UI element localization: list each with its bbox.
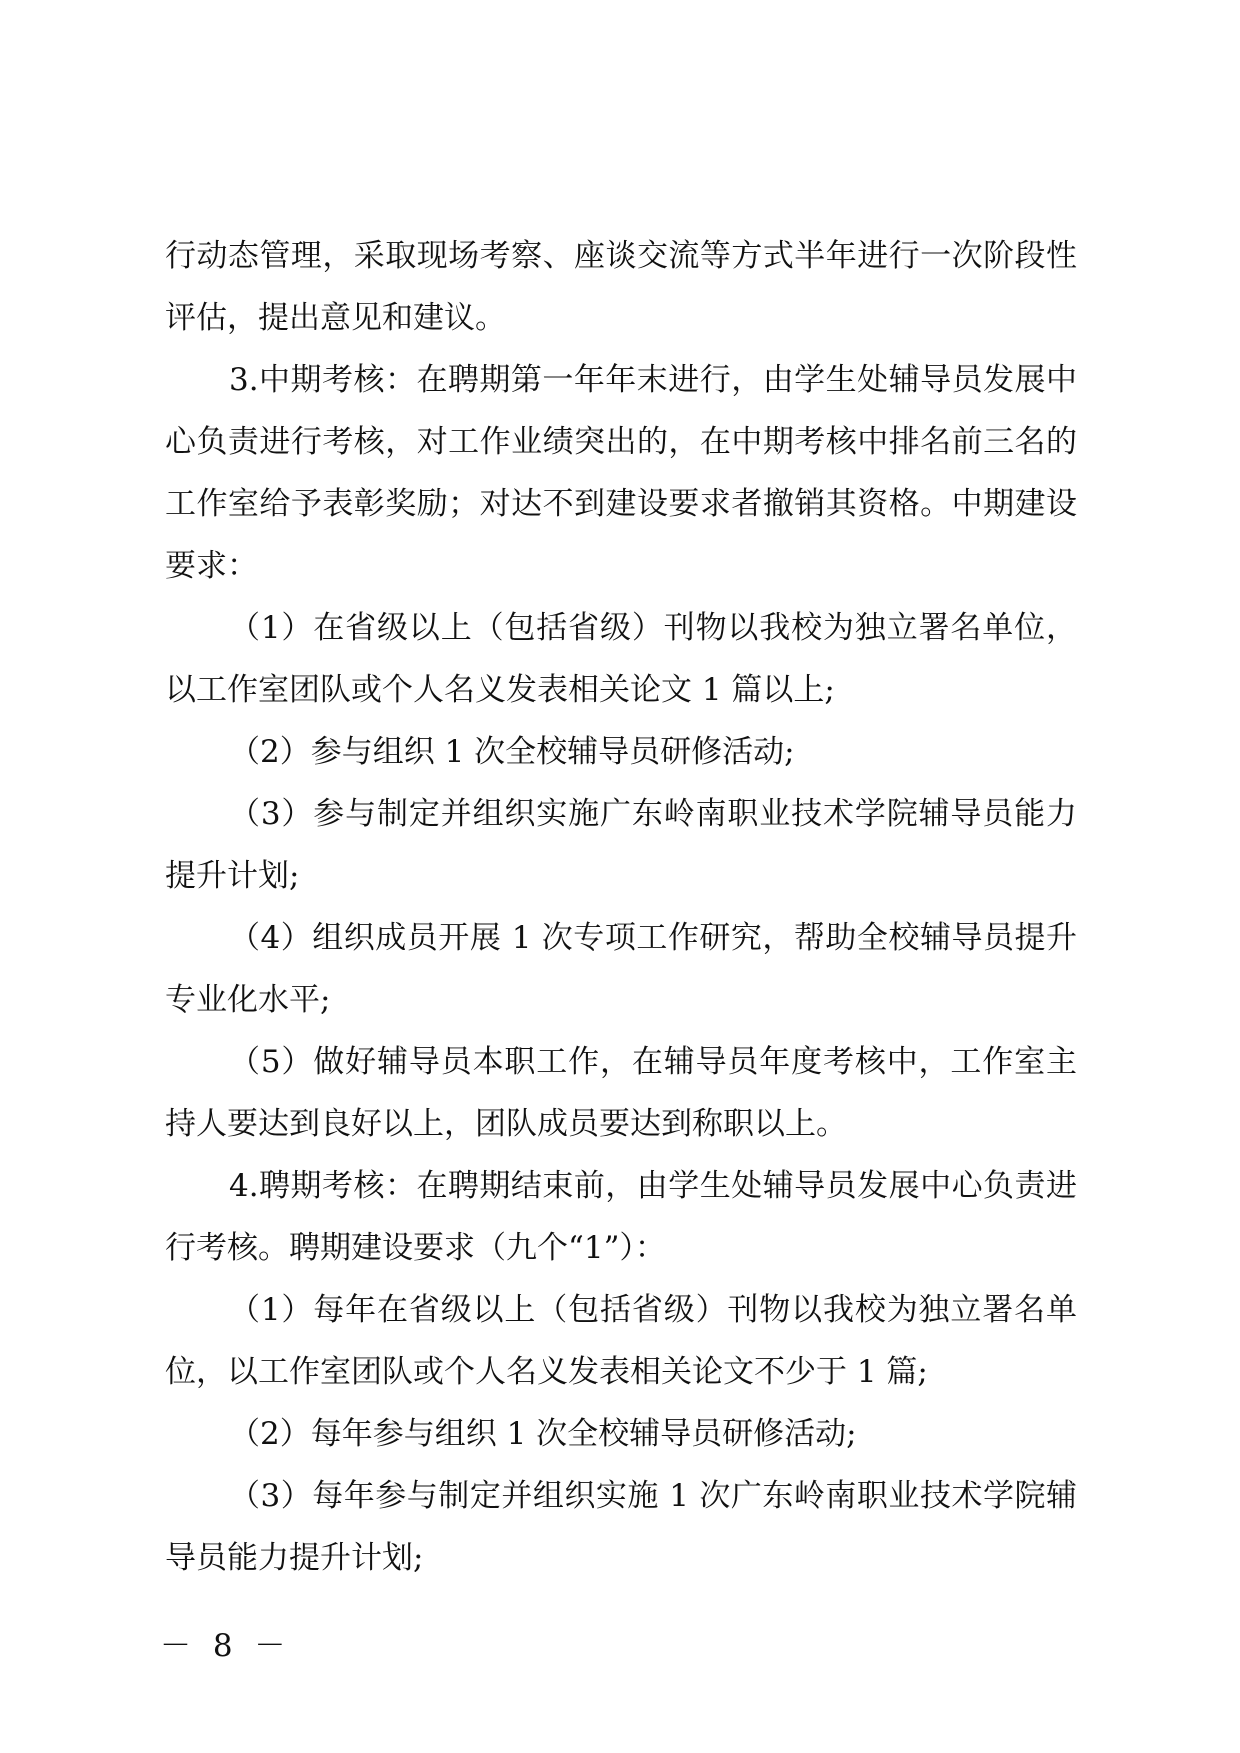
paragraph-term-item-2: （2）每年参与组织 1 次全校辅导员研修活动;: [229, 1416, 857, 1452]
paragraph-midterm-item-2: （2）参与组织 1 次全校辅导员研修活动;: [229, 734, 795, 770]
paragraph-midterm-item-1: （1）在省级以上（包括省级）刊物以我校为独立署名单位，以工作室团队或个人名义发表相关论文 1 篇以上;: [165, 610, 1077, 708]
paragraph-term-assessment: 4.聘期考核：在聘期结束前，由学生处辅导员发展中心负责进行考核。聘期建设要求（九个“1”）：: [165, 1168, 1077, 1266]
paragraph-midterm-item-5: （5）做好辅导员本职工作，在辅导员年度考核中，工作室主持人要达到良好以上，团队成员要达到称职以上。: [165, 1044, 1077, 1142]
page-number: － 8 －: [160, 1628, 292, 1664]
paragraph-midterm-item-3: （3）参与制定并组织实施广东岭南职业技术学院辅导员能力提升计划;: [165, 796, 1077, 894]
body-text: [165, 225, 1077, 1589]
paragraph-term-item-1: （1）每年在省级以上（包括省级）刊物以我校为独立署名单位，以工作室团队或个人名义发表相关论文不少于 1 篇;: [165, 1292, 1077, 1390]
paragraph-midterm-assessment: 3.中期考核：在聘期第一年年末进行，由学生处辅导员发展中心负责进行考核，对工作业绩突出的，在中期考核中排名前三名的工作室给予表彰奖励；对达不到建设要求者撤销其资格。中期建设要求：: [165, 362, 1077, 584]
paragraph-continuation: 行动态管理，采取现场考察、座谈交流等方式半年进行一次阶段性评估，提出意见和建议。: [165, 238, 1077, 336]
paragraph-term-item-3: （3）每年参与制定并组织实施 1 次广东岭南职业技术学院辅导员能力提升计划;: [165, 1478, 1077, 1576]
paragraph-midterm-item-4: （4）组织成员开展 1 次专项工作研究，帮助全校辅导员提升专业化水平;: [165, 920, 1077, 1018]
